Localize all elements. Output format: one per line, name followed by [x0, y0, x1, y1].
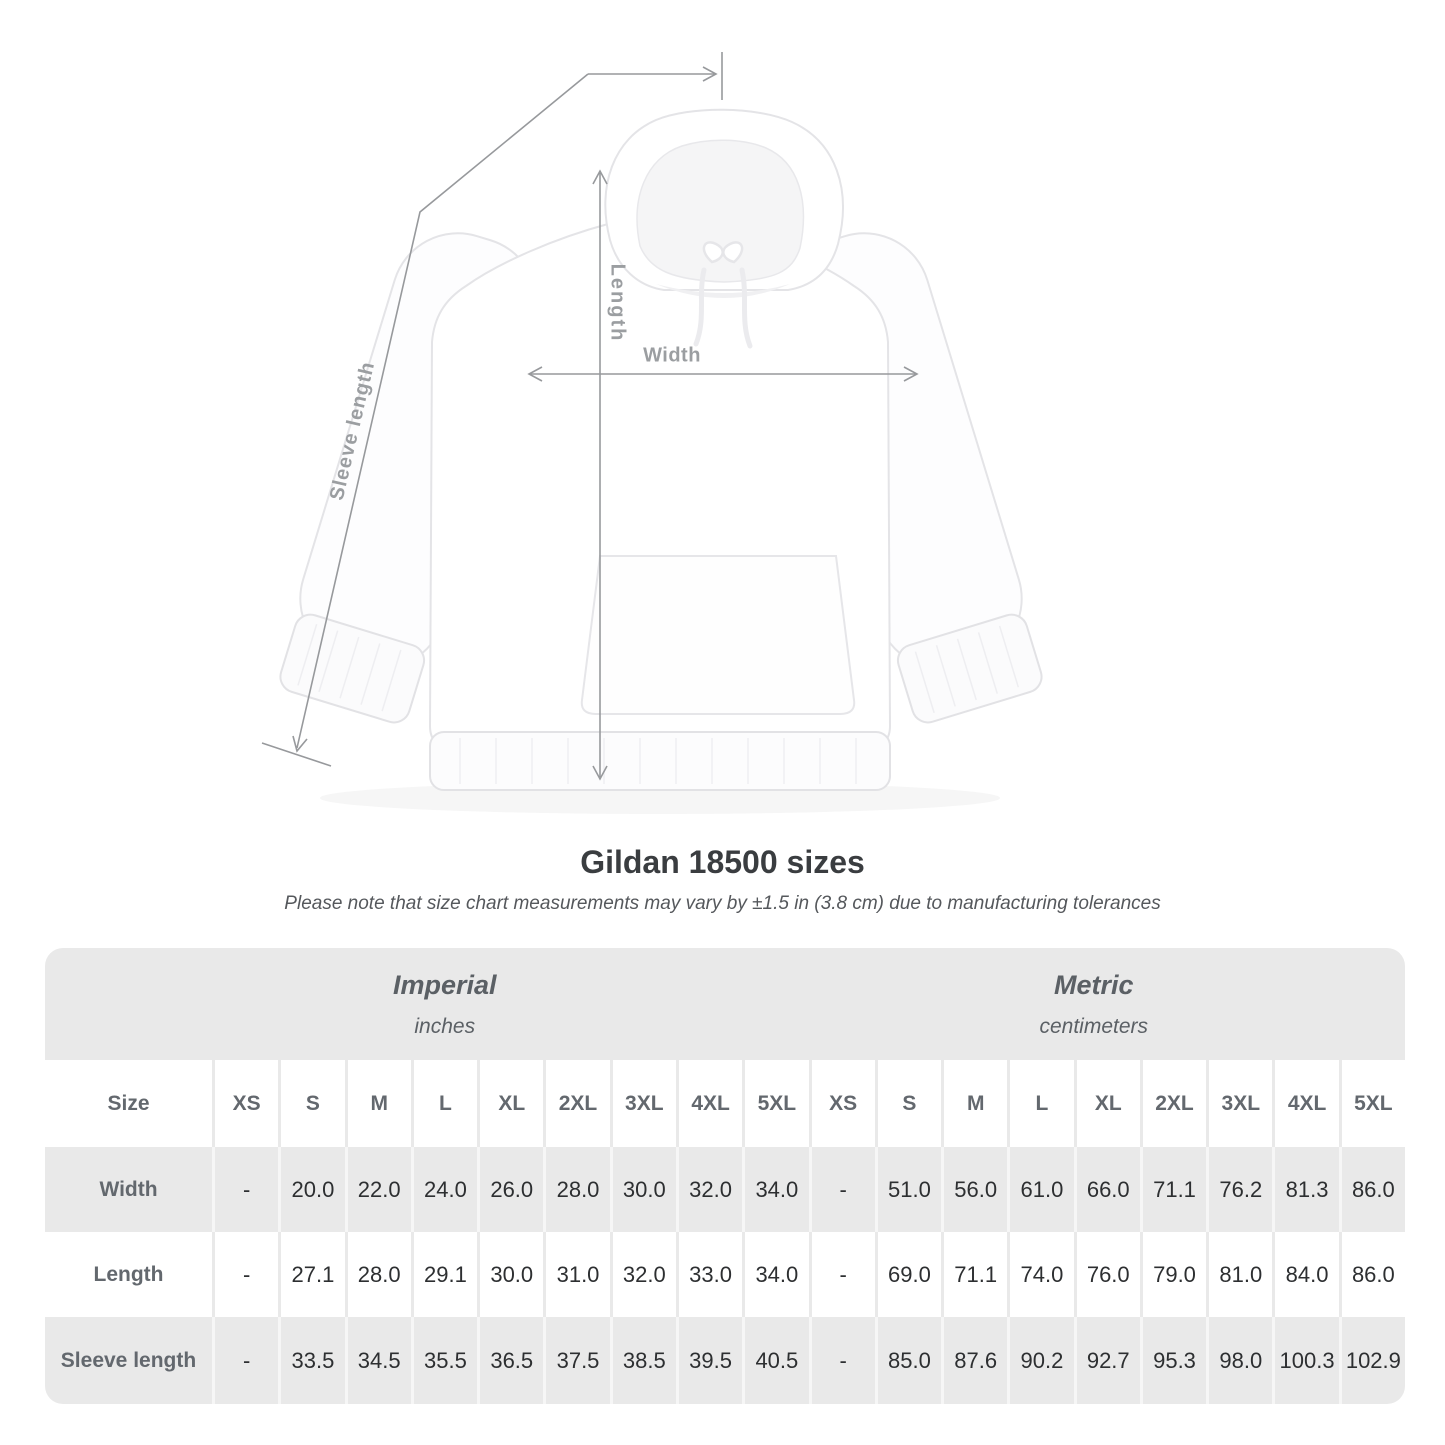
size-column-header-metric-4xl: 4XL [1272, 1060, 1338, 1147]
row-label-sleeve-length: Sleeve length [45, 1317, 212, 1404]
table-cell-metric: 85.0 [875, 1317, 941, 1404]
table-cell-metric: 76.2 [1206, 1147, 1272, 1232]
hoodie-pocket [582, 556, 854, 714]
table-cell-metric: 87.6 [941, 1317, 1007, 1404]
size-column-header-imperial-2xl: 2XL [543, 1060, 609, 1147]
table-cell-imperial: 26.0 [477, 1147, 543, 1232]
table-cell-imperial: 37.5 [543, 1317, 609, 1404]
size-column-header-metric-2xl: 2XL [1140, 1060, 1206, 1147]
table-cell-imperial: 22.0 [345, 1147, 411, 1232]
table-cell-metric: 81.0 [1206, 1232, 1272, 1317]
table-cell-imperial: 27.1 [278, 1232, 344, 1317]
size-column-header-metric-3xl: 3XL [1206, 1060, 1272, 1147]
table-cell-metric: 102.9 [1339, 1317, 1405, 1404]
table-cell-metric: 92.7 [1074, 1317, 1140, 1404]
unit-group-imperial [45, 948, 809, 1060]
table-cell-metric: 66.0 [1074, 1147, 1140, 1232]
size-column-header-imperial-3xl: 3XL [610, 1060, 676, 1147]
table-cell-imperial: 32.0 [676, 1147, 742, 1232]
table-cell-metric: 56.0 [941, 1147, 1007, 1232]
table-cell-metric: 81.3 [1272, 1147, 1338, 1232]
hoodie-hem-band [430, 732, 890, 790]
table-cell-metric: 84.0 [1272, 1232, 1338, 1317]
table-cell-imperial: 33.5 [278, 1317, 344, 1404]
table-cell-imperial: 20.0 [278, 1147, 344, 1232]
table-cell-metric: 61.0 [1007, 1147, 1073, 1232]
size-column-header-metric-m: M [941, 1060, 1007, 1147]
table-cell-imperial: 31.0 [543, 1232, 609, 1317]
size-column-header-imperial-5xl: 5XL [742, 1060, 808, 1147]
table-cell-metric: 76.0 [1074, 1232, 1140, 1317]
unit-group-unit: inches [414, 1014, 476, 1038]
size-table-grid [45, 948, 1405, 1404]
table-cell-imperial: 29.1 [411, 1232, 477, 1317]
table-cell-imperial: 40.5 [742, 1317, 808, 1404]
table-cell-metric: 98.0 [1206, 1317, 1272, 1404]
table-cell-imperial: - [212, 1232, 278, 1317]
width-measure-label: Width [643, 344, 701, 367]
size-column-header-imperial-xs: XS [212, 1060, 278, 1147]
table-cell-imperial: 30.0 [610, 1147, 676, 1232]
size-column-header-metric-s: S [875, 1060, 941, 1147]
table-cell-metric: 86.0 [1339, 1147, 1405, 1232]
size-column-header-imperial-s: S [278, 1060, 344, 1147]
size-table [45, 948, 1405, 1404]
tolerance-note: Please note that size chart measurements may vary by ±1.5 in (3.8 cm) due to manufacturing tolerances [284, 893, 1161, 914]
size-column-header-metric-xs: XS [809, 1060, 875, 1147]
unit-group-name: Metric [1053, 969, 1134, 1000]
table-cell-imperial: 34.0 [742, 1232, 808, 1317]
table-cell-metric: 95.3 [1140, 1317, 1206, 1404]
table-cell-imperial: 39.5 [676, 1317, 742, 1404]
table-cell-metric: 74.0 [1007, 1232, 1073, 1317]
table-cell-imperial: 28.0 [543, 1147, 609, 1232]
table-cell-imperial: 38.5 [610, 1317, 676, 1404]
page-title: Gildan 18500 sizes [580, 844, 865, 880]
table-cell-metric: - [809, 1232, 875, 1317]
unit-group-metric [809, 948, 1406, 1060]
table-cell-imperial: 30.0 [477, 1232, 543, 1317]
table-cell-imperial: 28.0 [345, 1232, 411, 1317]
row-label-width: Width [45, 1147, 212, 1232]
table-cell-imperial: - [212, 1317, 278, 1404]
table-cell-metric: 86.0 [1339, 1232, 1405, 1317]
table-cell-metric: 69.0 [875, 1232, 941, 1317]
table-cell-metric: - [809, 1147, 875, 1232]
length-measure-label: Length [606, 263, 629, 343]
table-cell-imperial: - [212, 1147, 278, 1232]
table-cell-imperial: 35.5 [411, 1317, 477, 1404]
table-cell-metric: - [809, 1317, 875, 1404]
table-cell-imperial: 32.0 [610, 1232, 676, 1317]
table-cell-metric: 100.3 [1272, 1317, 1338, 1404]
table-cell-imperial: 34.5 [345, 1317, 411, 1404]
table-cell-metric: 71.1 [1140, 1147, 1206, 1232]
table-cell-imperial: 24.0 [411, 1147, 477, 1232]
table-cell-metric: 79.0 [1140, 1232, 1206, 1317]
size-column-header-imperial-4xl: 4XL [676, 1060, 742, 1147]
size-column-header-metric-xl: XL [1074, 1060, 1140, 1147]
sleeve-length-measure-label: Sleeve length [325, 359, 380, 503]
table-cell-metric: 71.1 [941, 1232, 1007, 1317]
size-column-header-imperial-l: L [411, 1060, 477, 1147]
size-column-header-imperial-m: M [345, 1060, 411, 1147]
hoodie-image [271, 110, 1052, 814]
table-cell-imperial: 36.5 [477, 1317, 543, 1404]
table-cell-imperial: 33.0 [676, 1232, 742, 1317]
size-column-header-imperial-xl: XL [477, 1060, 543, 1147]
row-label-length: Length [45, 1232, 212, 1317]
size-column-header-metric-5xl: 5XL [1339, 1060, 1405, 1147]
table-cell-imperial: 34.0 [742, 1147, 808, 1232]
size-corner-header: Size [45, 1060, 212, 1147]
unit-group-unit: centimeters [1039, 1014, 1149, 1038]
table-cell-metric: 51.0 [875, 1147, 941, 1232]
size-column-header-metric-l: L [1007, 1060, 1073, 1147]
table-cell-metric: 90.2 [1007, 1317, 1073, 1404]
hoodie-hood-opening [637, 140, 803, 282]
unit-group-name: Imperial [392, 969, 497, 1000]
